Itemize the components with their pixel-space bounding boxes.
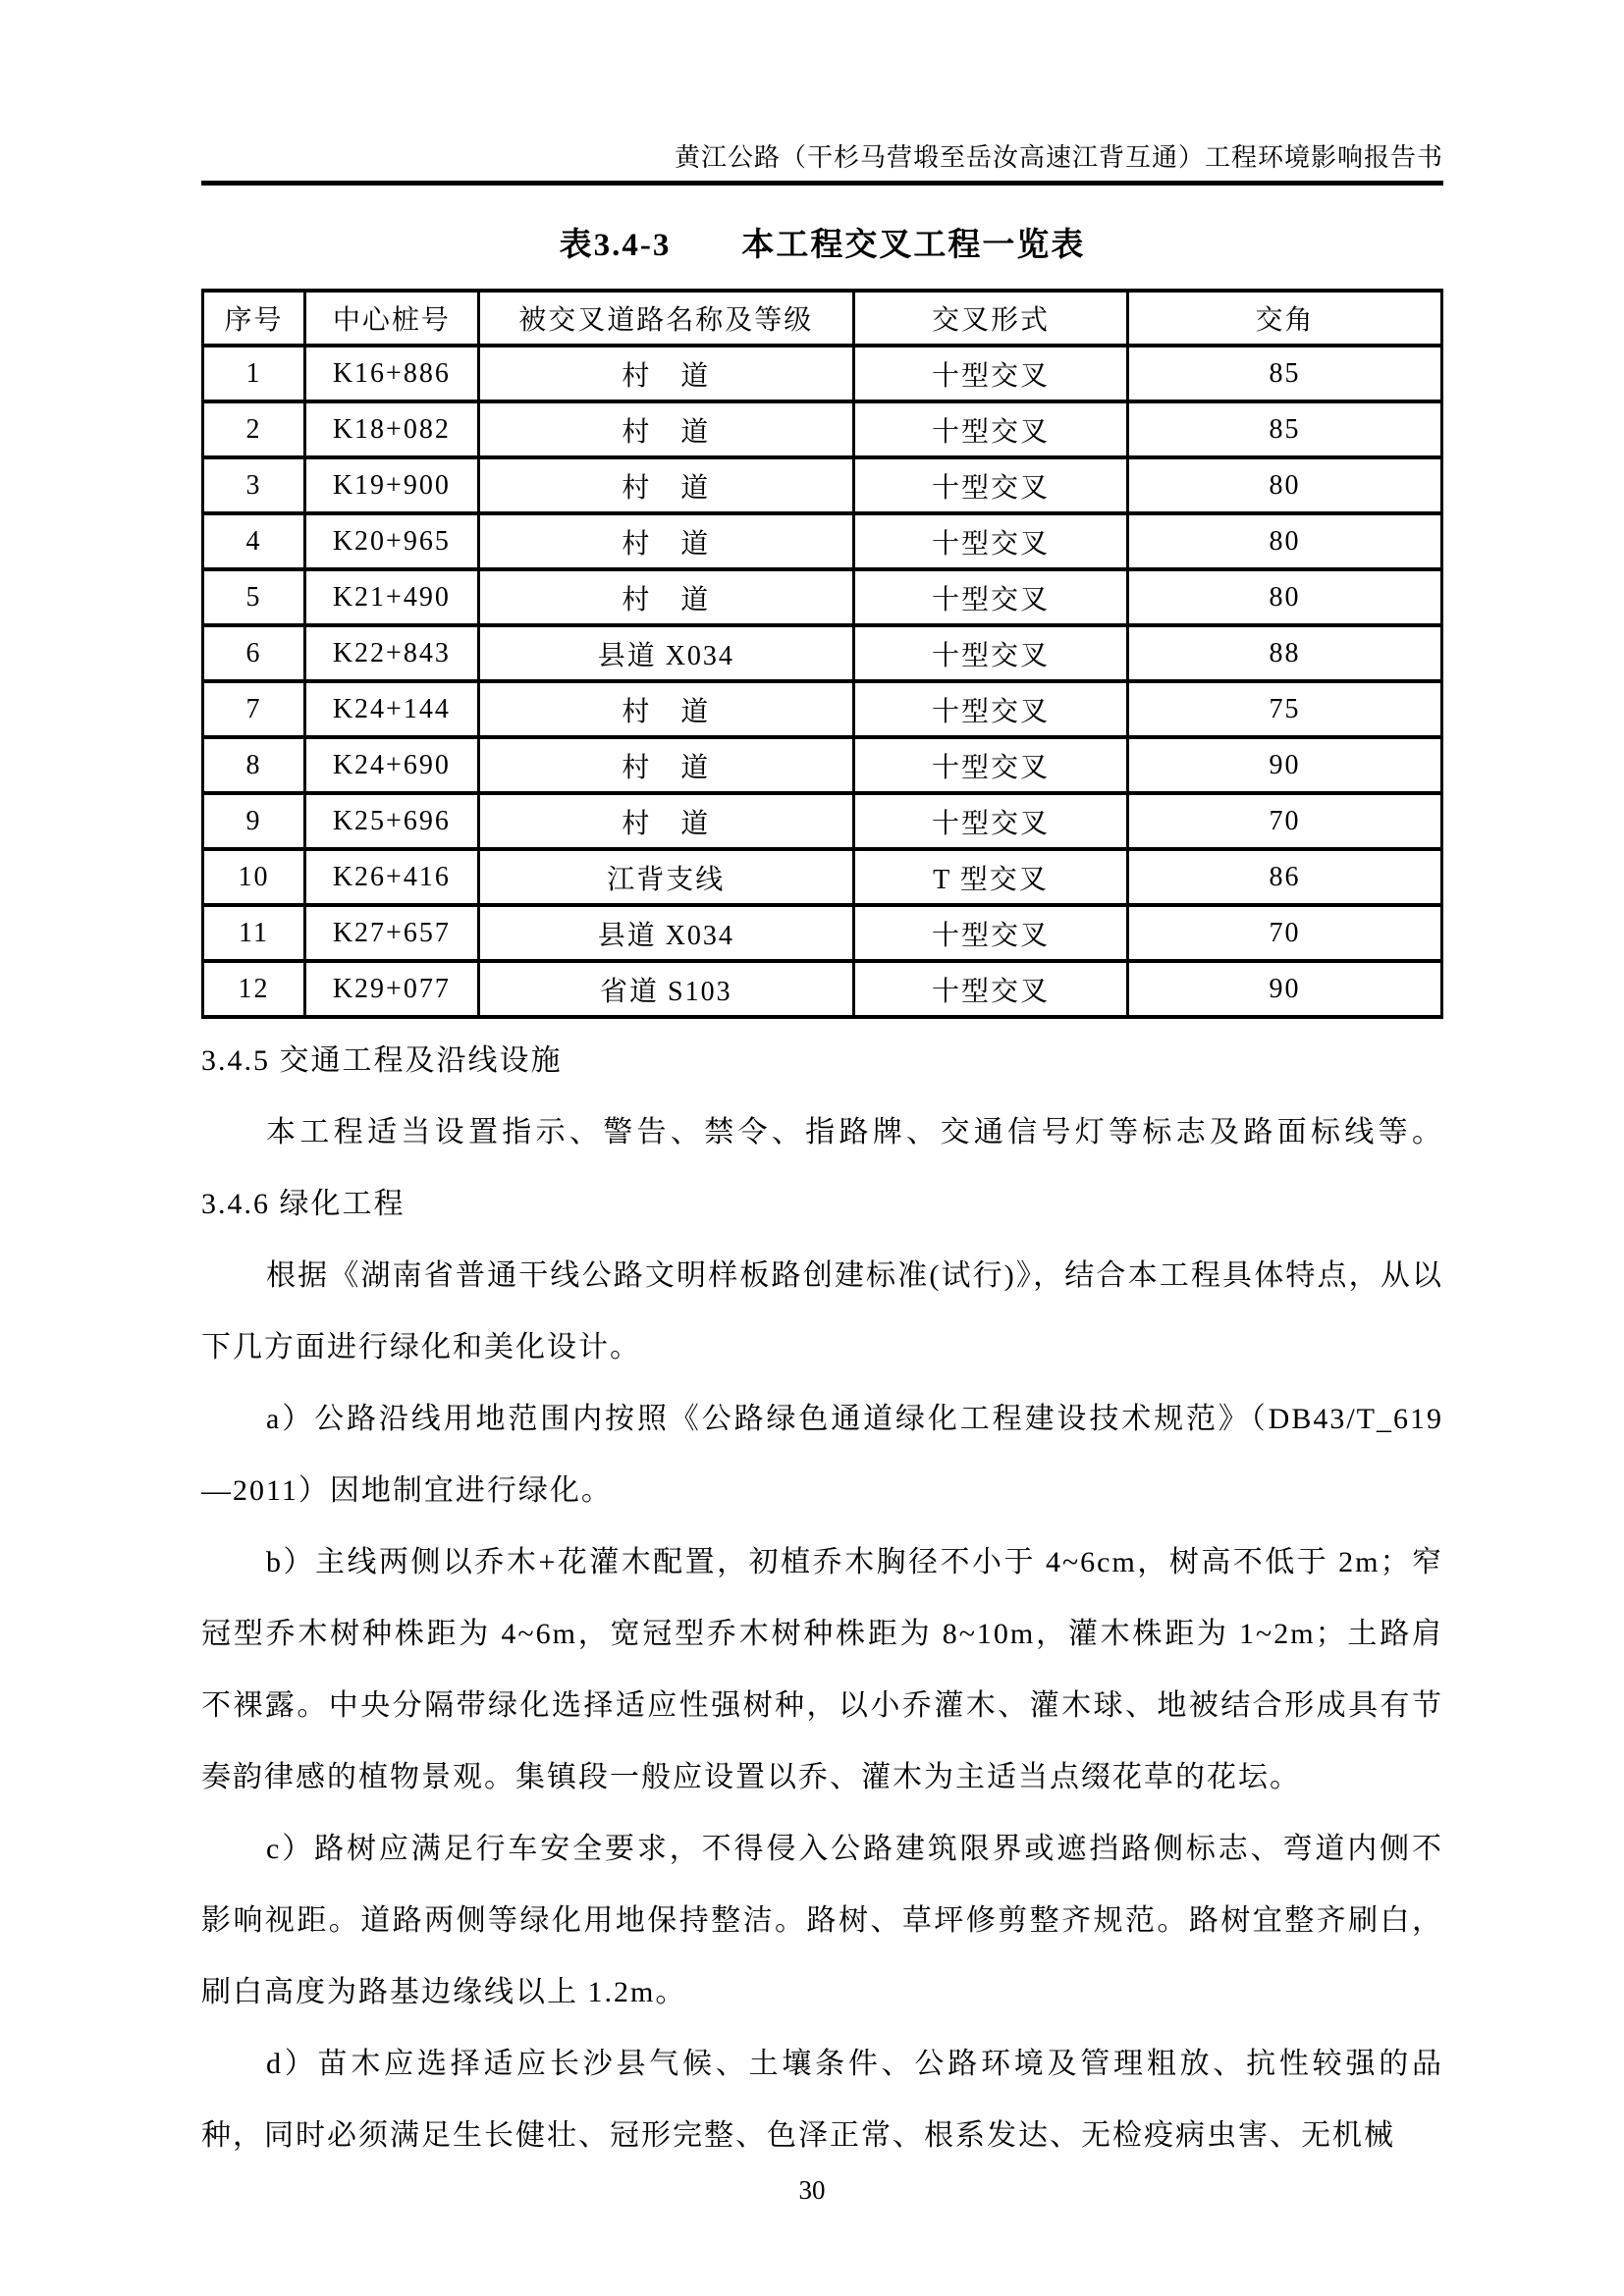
table-cell: 86	[1127, 849, 1441, 905]
table-cell: K26+416	[305, 849, 478, 905]
table-cell: T 型交叉	[854, 849, 1128, 905]
table-cell: 村 道	[478, 346, 853, 401]
table-cell: 85	[1127, 401, 1441, 457]
table-cell: 90	[1127, 961, 1441, 1017]
table-row	[203, 625, 1442, 681]
table-row	[203, 961, 1442, 1017]
table-row	[203, 513, 1442, 569]
table-cell: K24+690	[305, 737, 478, 793]
column-header: 被交叉道路名称及等级	[478, 291, 853, 346]
table-row	[203, 569, 1442, 625]
table-cell: 村 道	[478, 457, 853, 513]
table-row	[203, 346, 1442, 401]
table-cell: 75	[1127, 681, 1441, 737]
table-cell: 十型交叉	[854, 346, 1128, 401]
paragraph: c）路树应满足行车安全要求，不得侵入公路建筑限界或遮挡路侧标志、弯道内侧不影响视距。道路两侧等绿化用地保持整洁。路树、草坪修剪整齐规范。路树宜整齐刷白，刷白高度为路基边缘线以上 1.2m。	[201, 1833, 1443, 2008]
table-header-row	[203, 291, 1442, 346]
table-cell: K29+077	[305, 961, 478, 1017]
running-header-title: 黄江公路（干杉马营塅至岳汝高速江背互通）工程环境影响报告书	[674, 143, 1443, 172]
table-cell: 村 道	[478, 737, 853, 793]
table-row	[203, 905, 1442, 961]
table-cell: 十型交叉	[854, 793, 1128, 849]
table-cell: 80	[1127, 513, 1441, 569]
column-header: 序号	[203, 291, 305, 346]
table-cell: 7	[203, 681, 305, 737]
table-caption-label: 表3.4-3	[559, 228, 672, 263]
table-cell: K25+696	[305, 793, 478, 849]
section-heading: 3.4.6 绿化工程	[201, 1188, 406, 1220]
page-number: 30	[798, 2175, 826, 2205]
column-header: 中心桩号	[305, 291, 478, 346]
table-cell: 村 道	[478, 793, 853, 849]
paragraph: 根据《湖南省普通干线公路文明样板路创建标准(试行)》，结合本工程具体特点，从以下几方面进行绿化和美化设计。	[201, 1259, 1443, 1363]
paragraph: 本工程适当设置指示、警告、禁令、指路牌、交通信号灯等标志及路面标线等。	[266, 1116, 1443, 1148]
table-cell: 70	[1127, 905, 1441, 961]
table-row	[203, 849, 1442, 905]
table-cell: K24+144	[305, 681, 478, 737]
table-row	[203, 457, 1442, 513]
table-cell: 70	[1127, 793, 1441, 849]
table-row	[203, 681, 1442, 737]
table-cell: 十型交叉	[854, 401, 1128, 457]
table-cell: K27+657	[305, 905, 478, 961]
table-cell: 村 道	[478, 401, 853, 457]
table-cell: 11	[203, 905, 305, 961]
table-cell: 十型交叉	[854, 681, 1128, 737]
crossing-table-head	[203, 291, 1442, 346]
table-cell: K16+886	[305, 346, 478, 401]
table-cell: 十型交叉	[854, 737, 1128, 793]
table-row	[203, 401, 1442, 457]
table-cell: K19+900	[305, 457, 478, 513]
column-header: 交角	[1127, 291, 1441, 346]
body-sections	[201, 1025, 1443, 2171]
table-cell: 江背支线	[478, 849, 853, 905]
table-cell: 十型交叉	[854, 961, 1128, 1017]
table-cell: 3	[203, 457, 305, 513]
table-cell: 80	[1127, 569, 1441, 625]
paragraph: a）公路沿线用地范围内按照《公路绿色通道绿化工程建设技术规范》（DB43/T_619—2011）因地制宜进行绿化。	[201, 1403, 1443, 1507]
table-cell: K21+490	[305, 569, 478, 625]
table-cell: 80	[1127, 457, 1441, 513]
table-cell: 村 道	[478, 681, 853, 737]
table-cell: 9	[203, 793, 305, 849]
table-cell: 88	[1127, 625, 1441, 681]
table-cell: 10	[203, 849, 305, 905]
table-cell: 村 道	[478, 513, 853, 569]
running-header	[201, 143, 1443, 186]
table-cell: 1	[203, 346, 305, 401]
table-cell: 十型交叉	[854, 569, 1128, 625]
section-heading: 3.4.5 交通工程及沿线设施	[201, 1044, 563, 1077]
crossing-table	[201, 289, 1443, 1019]
crossing-table-body	[203, 346, 1442, 1017]
table-cell: K22+843	[305, 625, 478, 681]
table-caption-title: 本工程交叉工程一览表	[741, 228, 1086, 263]
table-caption	[201, 219, 1443, 265]
table-cell: K18+082	[305, 401, 478, 457]
table-row	[203, 737, 1442, 793]
table-row	[203, 793, 1442, 849]
paragraph: b）主线两侧以乔木+花灌木配置，初植乔木胸径不小于 4~6cm，树高不低于 2m；窄冠型乔木树种株距为 4~6m，宽冠型乔木树种株距为 8~10m，灌木株距为 1~2m；土路肩不裸露。中央分隔带绿化选择适应性强树种，以小乔灌木、灌木球、地被结合形成具有节奏韵律感的植物景观。集镇段一般应设置以乔、灌木为主适当点缀花草的花坛。	[201, 1546, 1443, 1793]
table-cell: 省道 S103	[478, 961, 853, 1017]
table-cell: 十型交叉	[854, 513, 1128, 569]
column-header: 交叉形式	[854, 291, 1128, 346]
table-cell: 8	[203, 737, 305, 793]
table-cell: 90	[1127, 737, 1441, 793]
table-cell: 5	[203, 569, 305, 625]
table-cell: 4	[203, 513, 305, 569]
table-cell: 6	[203, 625, 305, 681]
table-cell: 2	[203, 401, 305, 457]
table-cell: 85	[1127, 346, 1441, 401]
table-cell: 十型交叉	[854, 625, 1128, 681]
table-cell: 县道 X034	[478, 905, 853, 961]
table-cell: 县道 X034	[478, 625, 853, 681]
table-cell: 十型交叉	[854, 905, 1128, 961]
table-cell: 十型交叉	[854, 457, 1128, 513]
table-cell: 村 道	[478, 569, 853, 625]
table-cell: 12	[203, 961, 305, 1017]
table-cell: K20+965	[305, 513, 478, 569]
paragraph: d）苗木应选择适应长沙县气候、土壤条件、公路环境及管理粗放、抗性较强的品种，同时必须满足生长健壮、冠形完整、色泽正常、根系发达、无检疫病虫害、无机械	[201, 2048, 1443, 2152]
